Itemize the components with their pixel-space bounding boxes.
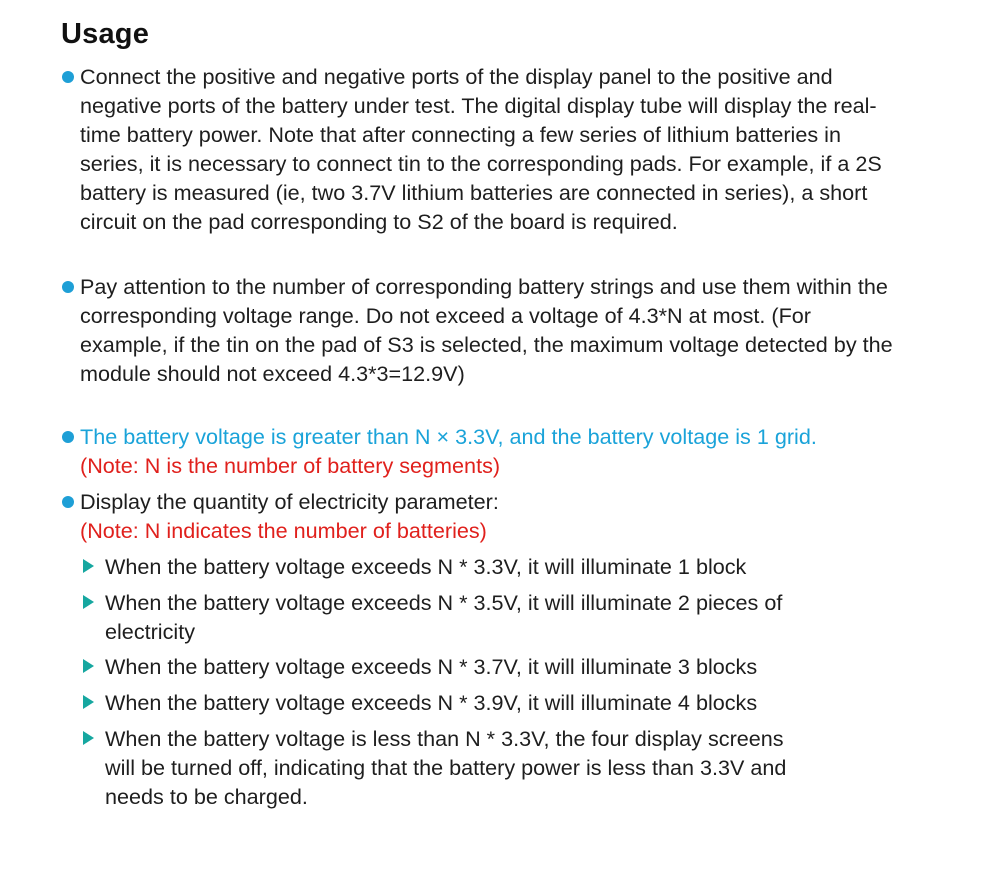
sub-item-text: When the battery voltage exceeds N * 3.7V, it will illuminate 3 blocks <box>105 654 758 679</box>
sub-item-text: When the battery voltage is less than N * 3.3V, the four display screens will be turned off, indicating that the battery power is less than 3.3V and needs to be charged. <box>105 726 787 809</box>
segments-note: (Note: N is the number of battery segments) <box>80 453 501 478</box>
voltage-grid-text: The battery voltage is greater than N × 3.3V, and the battery voltage is 1 grid. <box>80 424 817 449</box>
page-title: Usage <box>61 18 150 50</box>
display-parameter-text: Display the quantity of electricity parameter: <box>80 489 499 514</box>
sub-item-text: When the battery voltage exceeds N * 3.3V, it will illuminate 1 block <box>105 554 747 579</box>
item-text <box>80 487 900 545</box>
sub-item-text: When the battery voltage exceeds N * 3.9V, it will illuminate 4 blocks <box>105 690 758 715</box>
triangle-bullet-icon <box>83 731 94 745</box>
item-text <box>80 422 820 480</box>
bullet-dot-icon <box>62 71 74 83</box>
triangle-bullet-icon <box>83 595 94 609</box>
triangle-bullet-icon <box>83 695 94 709</box>
batteries-note: (Note: N indicates the number of batteries) <box>80 518 487 543</box>
triangle-bullet-icon <box>83 659 94 673</box>
bullet-dot-icon <box>62 496 74 508</box>
item-text: Connect the positive and negative ports of the display panel to the positive and negative ports of the battery under test. The digital display tube will display the real-time battery power. Note that after connecting a few series of lithium batteries in series, it is necessary to connect tin to the corresponding pads. For example, if a 2S battery is measured (ie, two 3.7V lithium batteries are connected in series), a short circuit on the pad corresponding to S2 of the board is required. <box>80 64 882 234</box>
bullet-dot-icon <box>62 281 74 293</box>
triangle-bullet-icon <box>83 559 94 573</box>
sub-item-text: When the battery voltage exceeds N * 3.5V, it will illuminate 2 pieces of electricity <box>105 590 783 644</box>
item-text: Pay attention to the number of corresponding battery strings and use them within the corresponding voltage range. Do not exceed a voltage of 4.3*N at most. (For example, if the tin on the pad of S3 is selected, the maximum voltage detected by the module should not exceed 4.3*3=12.9V) <box>80 274 893 386</box>
bullet-dot-icon <box>62 431 74 443</box>
